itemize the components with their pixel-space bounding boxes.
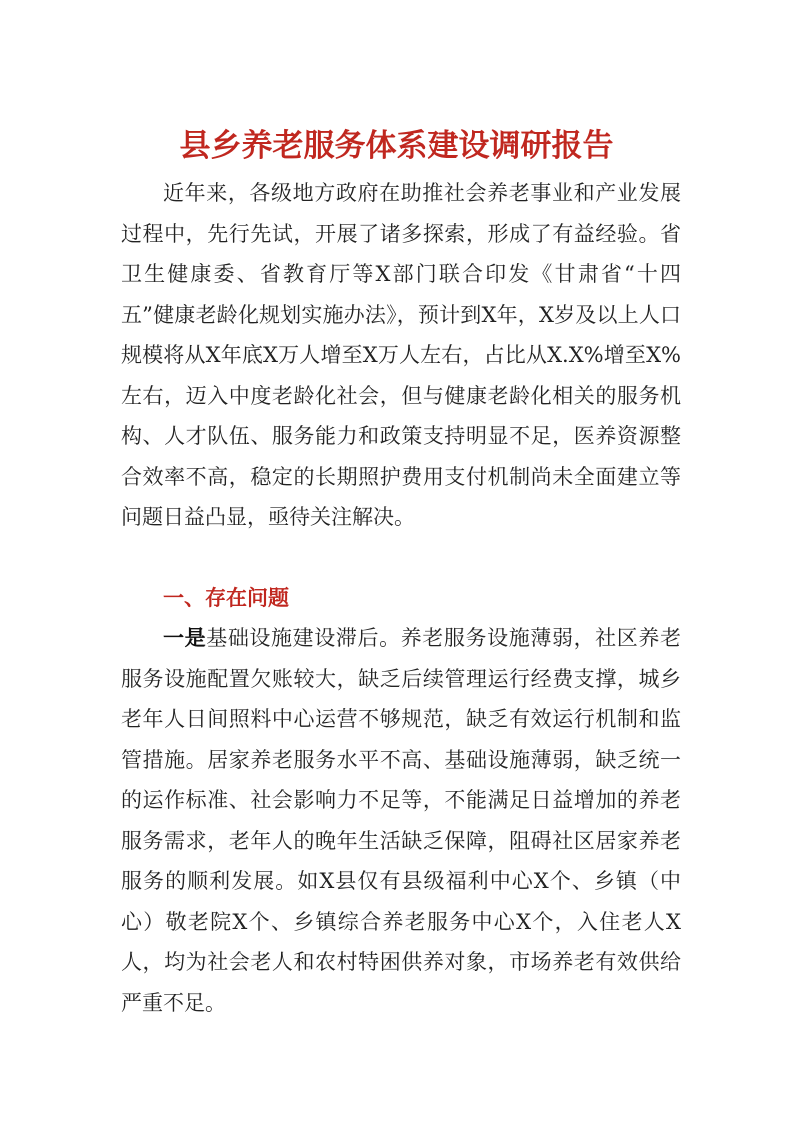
section-heading-problems: 一、存在问题 <box>163 585 289 610</box>
intro-paragraph: 近年来，各级地方政府在助推社会养老事业和产业发展过程中，先行先试，开展了诸多探索，形成了有益经验。省卫生健康委、省教育厅等X部门联合印发《甘肃省“十四五”健康老龄化规划实施办法》，预计到X年，X岁及以上人口规模将从X年底X万人增至X万人左右，占比从X.X%增至X%左右，迈入中度老龄化社会，但与健康老龄化相关的服务机构、人才队伍、服务能力和政策支持明显不足，医养资源整合效率不高，稳定的长期照护费用支付机制尚未全面建立等问题日益凸显，亟待关注解决。 <box>121 181 681 529</box>
document-title: 县乡养老服务体系建设调研报告 <box>179 128 614 164</box>
paragraph-text: 基础设施建设滞后。养老服务设施薄弱，社区养老服务设施配置欠账较大，缺乏后续管理运行经费支撑，城乡老年人日间照料中心运营不够规范，缺乏有效运行机制和监管措施。居家养老服务水平不高、基础设施薄弱，缺乏统一的运作标准、社会影响力不足等，不能满足日益增加的养老服务需求，老年人的晚年生活缺乏保障，阻碍社区居家养老服务的顺利发展。如X县仅有县级福利中心X个、乡镇（中心）敬老院X个、乡镇综合养老服务中心X个，入住老人X人，均为社会老人和农村特困供养对象，市场养老有效供给严重不足。 <box>121 626 681 1015</box>
problem-paragraph-1 <box>121 618 681 1023</box>
paragraph-lead: 一是 <box>163 625 207 650</box>
